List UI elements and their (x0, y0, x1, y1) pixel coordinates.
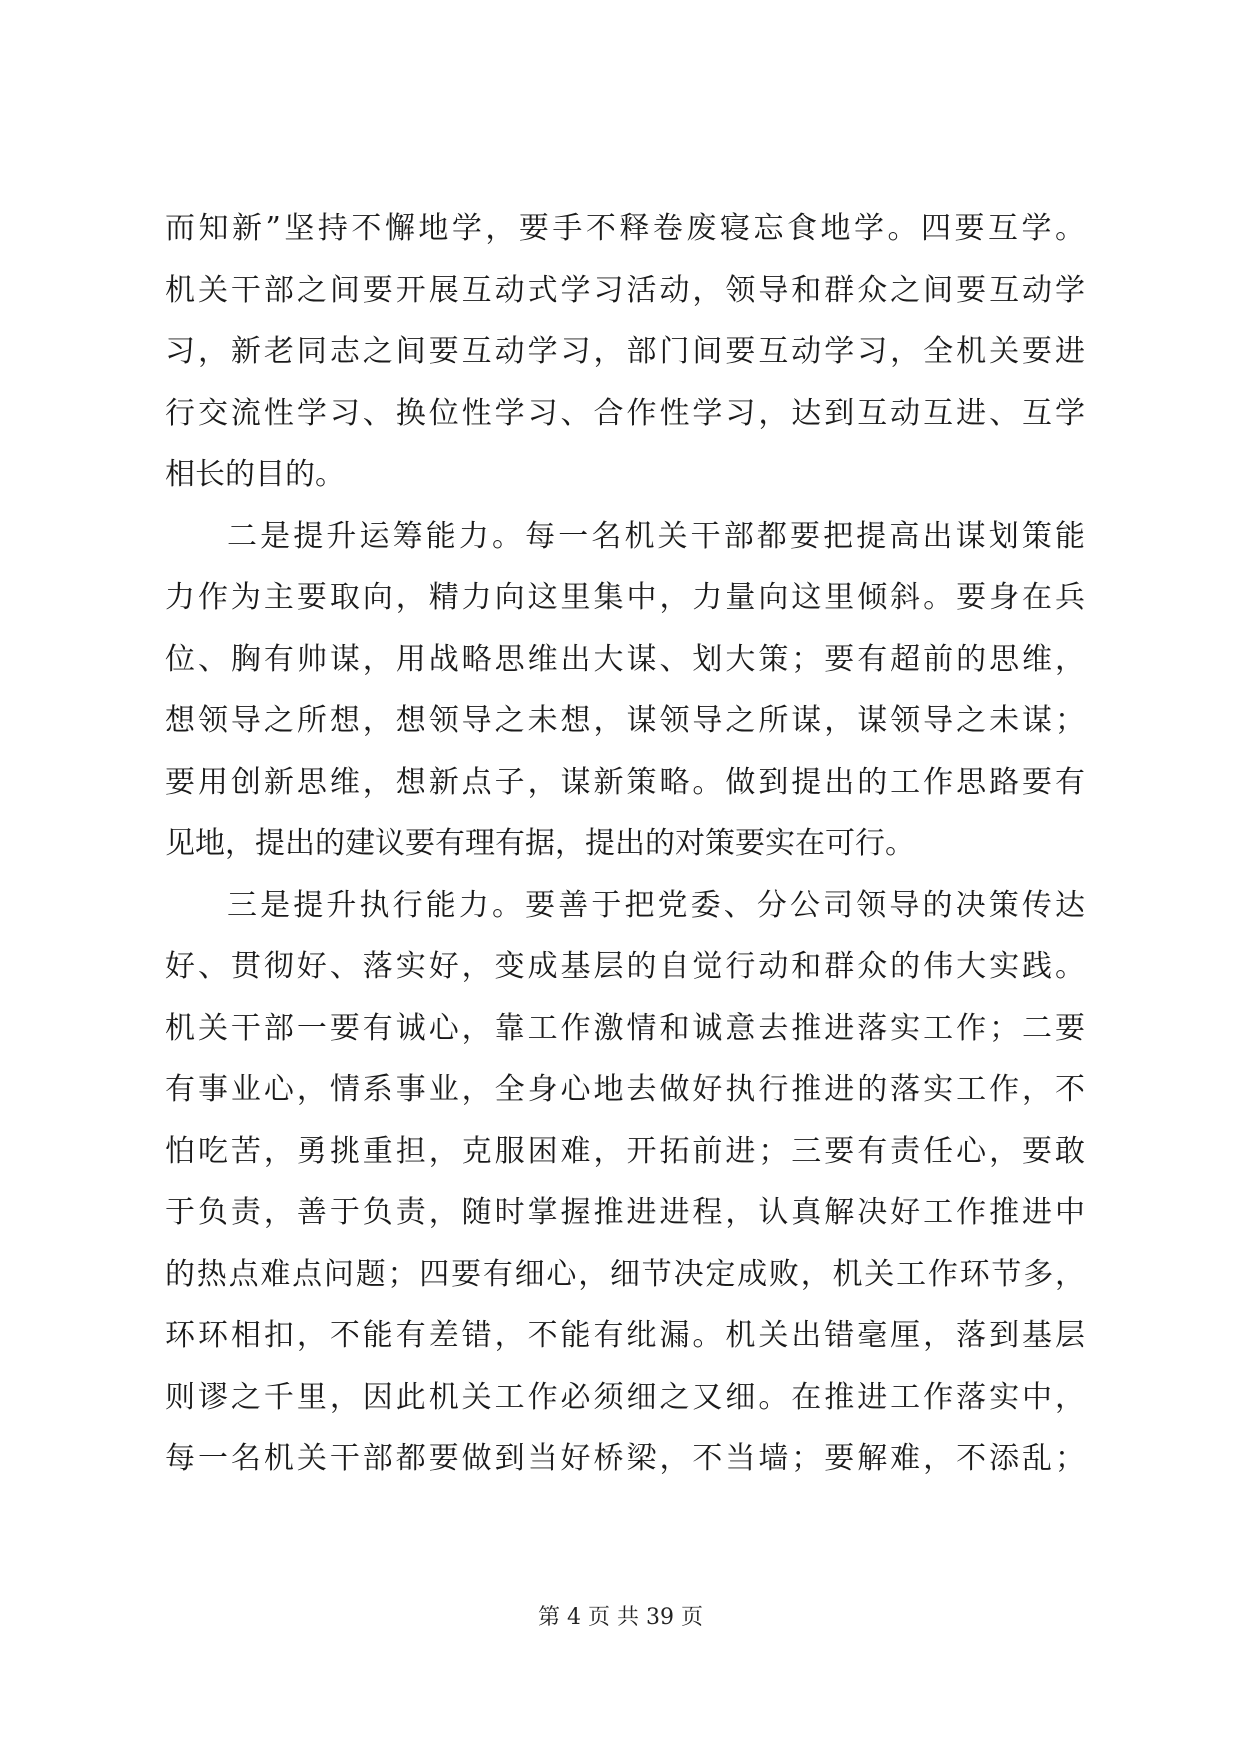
text-line: 力作为主要取向，精力向这里集中，力量向这里倾斜。要身在兵 (165, 580, 1085, 615)
text-line: 想领导之所想，想领导之未想，谋领导之所谋，谋领导之未谋； (165, 703, 1085, 738)
text-line: 要用创新思维，想新点子，谋新策略。做到提出的工作思路要有 (165, 764, 1085, 800)
text-line: 位、胸有帅谋，用战略思维出大谋、划大策；要有超前的思维， (165, 641, 1085, 677)
text-line: 于负责，善于负责，随时掌握推进进程，认真解决好工作推进中 (165, 1195, 1085, 1230)
text-line: 怕吃苦，勇挑重担，克服困难，开拓前进；三要有责任心，要敢 (165, 1133, 1085, 1169)
text-line: 机关干部之间要开展互动式学习活动，领导和群众之间要互动学 (165, 272, 1085, 308)
text-line: 行交流性学习、换位性学习、合作性学习，达到互动互进、互学 (165, 395, 1085, 431)
text-line: 而知新”坚持不懈地学，要手不释卷废寝忘食地学。四要互学。 (165, 211, 1085, 246)
document-body (165, 198, 1085, 1490)
text-line: 见地，提出的建议要有理有据，提出的对策要实在可行。 (165, 826, 915, 861)
text-line: 相长的目的。 (165, 457, 345, 492)
text-line: 环环相扣，不能有差错，不能有纰漏。机关出错毫厘，落到基层 (165, 1318, 1085, 1353)
text-line: 好、贯彻好、落实好，变成基层的自觉行动和群众的伟大实践。 (165, 949, 1085, 984)
text-line: 机关干部一要有诚心，靠工作激情和诚意去推进落实工作；二要 (165, 1010, 1085, 1046)
text-line: 习，新老同志之间要互动学习，部门间要互动学习，全机关要进 (165, 334, 1085, 369)
text-line: 则谬之千里，因此机关工作必须细之又细。在推进工作落实中， (165, 1379, 1085, 1415)
text-line: 的热点难点问题；四要有细心，细节决定成败，机关工作环节多， (165, 1256, 1085, 1292)
paragraph-first-line: 二是提升运筹能力。每一名机关干部都要把提高出谋划策能 (227, 518, 1085, 554)
paragraph-first-line: 三是提升执行能力。要善于把党委、分公司领导的决策传达 (227, 887, 1085, 923)
text-line: 有事业心，情系事业，全身心地去做好执行推进的落实工作，不 (165, 1072, 1085, 1107)
text-line: 每一名机关干部都要做到当好桥梁，不当墙；要解难，不添乱； (165, 1441, 1085, 1476)
page-number-footer: 第 4 页 共 39 页 (538, 1605, 703, 1630)
